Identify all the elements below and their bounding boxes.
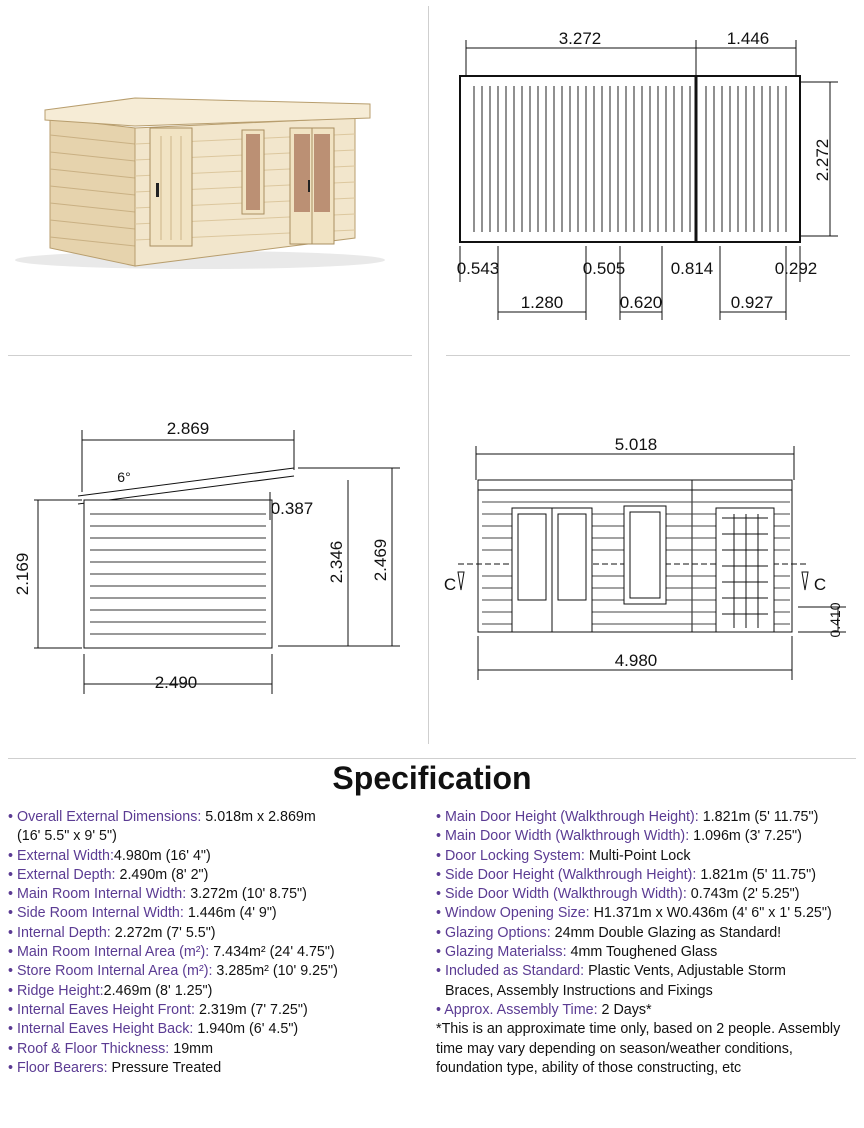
bullet-icon: • (8, 1021, 17, 1038)
spec-row (8, 982, 428, 1001)
bullet-icon: • (436, 924, 445, 941)
side-roof-width: 2.869 (166, 419, 210, 438)
spec-title: Specification (332, 760, 532, 796)
spec-label: Side Door Width (Walkthrough Width): (444, 886, 687, 903)
spec-row (8, 962, 428, 981)
front-top-width: 5.018 (614, 435, 658, 454)
spec-value: 1.446m (4' 9") (183, 905, 277, 922)
spec-value: 3.272m (10' 8.75") (186, 886, 307, 903)
spec-row (436, 885, 856, 904)
spec-row (8, 866, 428, 885)
spec-left-column (8, 808, 428, 1078)
spec-label: Window Opening Size: (444, 905, 590, 922)
cabin-render (10, 80, 410, 280)
section-marker-right: C (813, 575, 827, 594)
spec-value: 0.743m (2' 5.25") (686, 886, 800, 903)
spec-value: 2 Days* (597, 1001, 652, 1018)
spec-value: 19mm (169, 1040, 213, 1057)
spec-row (436, 943, 856, 962)
divider-right-mid (446, 355, 850, 356)
bullet-icon: • (8, 1001, 17, 1018)
assembly-note: *This is an approximate time only, based on 2 people. Assembly time may vary depending on season/weather conditions, foundation type, ability of those constructing, etc (436, 1021, 841, 1076)
bullet-icon: • (8, 1040, 17, 1057)
spec-label: External Depth: (16, 866, 116, 883)
plan-offset-2: 0.505 (582, 259, 626, 278)
spec-label: Roof & Floor Thickness: (16, 1040, 170, 1057)
divider-spec (8, 758, 856, 759)
spec-label: Store Room Internal Area (m²): (16, 963, 213, 980)
front-bottom-width: 4.980 (614, 651, 658, 670)
bullet-icon: • (436, 944, 445, 961)
side-height-left: 2.169 (13, 552, 32, 596)
spec-value: Pressure Treated (107, 1059, 222, 1076)
spec-right-column (436, 808, 856, 1078)
spec-label: Internal Eaves Height Front: (16, 1001, 195, 1018)
bullet-icon: • (436, 828, 445, 845)
spec-value: 4.980m (16' 4") (113, 847, 211, 864)
spec-row (436, 962, 856, 981)
spec-value: Multi-Point Lock (584, 847, 691, 864)
side-roof-pitch: 6° (117, 469, 131, 485)
plan-offset-1: 0.543 (456, 259, 500, 278)
plan-depth: 2.272 (813, 138, 832, 182)
bullet-icon: • (436, 1001, 445, 1018)
spec-label: Side Room Internal Width: (16, 905, 184, 922)
bullet-icon: • (436, 963, 445, 980)
plan-width-side: 1.446 (726, 29, 770, 48)
side-elevation (8, 410, 418, 710)
bullet-icon: • (436, 809, 445, 825)
front-elevation (438, 430, 858, 680)
side-base-width: 2.490 (154, 673, 198, 692)
spec-value: 1.821m (5' 11.75") (696, 866, 816, 883)
plan-offset-4: 0.292 (774, 259, 818, 278)
spec-value: 5.018m x 2.869m (201, 809, 316, 825)
spec-label: Main Room Internal Area (m²): (16, 944, 210, 961)
plan-door-width-3: 0.927 (730, 293, 774, 312)
spec-row (8, 924, 428, 943)
spec-row (436, 1001, 856, 1020)
spec-label: Main Room Internal Width: (16, 886, 187, 903)
spec-row (8, 847, 428, 866)
bullet-icon: • (8, 905, 17, 922)
floor-plan (440, 20, 860, 330)
spec-row (436, 847, 856, 866)
bullet-icon: • (436, 905, 445, 922)
spec-value: 3.285m² (10' 9.25") (212, 963, 338, 980)
bullet-icon: • (8, 1059, 17, 1076)
spec-row (436, 827, 856, 846)
bullet-icon: • (436, 847, 445, 864)
spec-row (8, 1001, 428, 1020)
spec-value: 24mm Double Glazing as Standard! (550, 924, 782, 941)
bullet-icon: • (436, 866, 445, 883)
plan-width-main: 3.272 (558, 29, 602, 48)
section-marker-left: C (443, 575, 457, 594)
spec-value: 1.821m (5' 11.75") (698, 809, 819, 825)
spec-value: Plastic Vents, Adjustable Storm (584, 963, 786, 980)
spec-value: 2.319m (7' 7.25") (195, 1001, 308, 1018)
spec-label: Glazing Materialss: (444, 944, 567, 961)
bullet-icon: • (8, 866, 17, 883)
bullet-icon: • (8, 963, 17, 980)
spec-label: Internal Eaves Height Back: (16, 1021, 194, 1038)
spec-value: 1.096m (3' 7.25") (689, 828, 802, 845)
spec-row (8, 885, 428, 904)
bullet-icon: • (8, 982, 17, 999)
spec-label: Overall External Dimensions: (16, 809, 202, 825)
divider-vertical (428, 6, 429, 744)
spec-row (436, 904, 856, 923)
spec-label: Internal Depth: (16, 924, 111, 941)
spec-value: 2.272m (7' 5.5") (110, 924, 216, 941)
spec-label: Ridge Height: (16, 982, 104, 999)
spec-row (436, 808, 856, 827)
plan-door-width-2: 0.620 (619, 293, 663, 312)
spec-label: Main Door Width (Walkthrough Width): (444, 828, 690, 845)
spec-value: 4mm Toughened Glass (566, 944, 718, 961)
plan-door-width-1: 1.280 (520, 293, 564, 312)
front-floor-height: 0.410 (827, 602, 843, 638)
bullet-icon: • (8, 847, 17, 864)
spec-label: Door Locking System: (444, 847, 585, 864)
spec-value: 2.490m (8' 2") (115, 866, 209, 883)
spec-row (8, 1040, 428, 1059)
spec-row (8, 904, 428, 923)
spec-row (436, 924, 856, 943)
side-height-total: 2.469 (371, 538, 390, 582)
spec-row (8, 943, 428, 962)
spec-value-continued: Braces, Assembly Instructions and Fixings (445, 982, 713, 999)
spec-row (8, 1059, 428, 1078)
bullet-icon: • (436, 886, 445, 903)
plan-offset-3: 0.814 (670, 259, 714, 278)
divider-left-mid (8, 355, 412, 356)
spec-label: Included as Standard: (444, 963, 585, 980)
spec-label: Floor Bearers: (16, 1059, 108, 1076)
side-height-eaves: 2.346 (327, 540, 346, 584)
spec-label: Side Door Height (Walkthrough Height): (444, 866, 697, 883)
spec-value: 2.469m (8' 1.25") (103, 982, 213, 999)
bullet-icon: • (8, 886, 17, 903)
bullet-icon: • (8, 924, 17, 941)
spec-value-continued: (16' 5.5" x 9' 5") (17, 828, 117, 845)
bullet-icon: • (8, 809, 17, 825)
spec-label: Glazing Options: (444, 924, 551, 941)
spec-value: 1.940m (6' 4.5") (193, 1021, 299, 1038)
spec-label: External Width: (16, 847, 114, 864)
spec-value: H1.371m x W0.436m (4' 6" x 1' 5.25") (589, 905, 832, 922)
spec-label: Main Door Height (Walkthrough Height): (444, 809, 699, 825)
spec-row (8, 808, 428, 827)
spec-row (436, 866, 856, 885)
side-overhang: 0.387 (270, 499, 314, 518)
bullet-icon: • (8, 944, 17, 961)
spec-label: Approx. Assembly Time: (444, 1001, 598, 1018)
spec-row (8, 1020, 428, 1039)
spec-value: 7.434m² (24' 4.75") (209, 944, 335, 961)
